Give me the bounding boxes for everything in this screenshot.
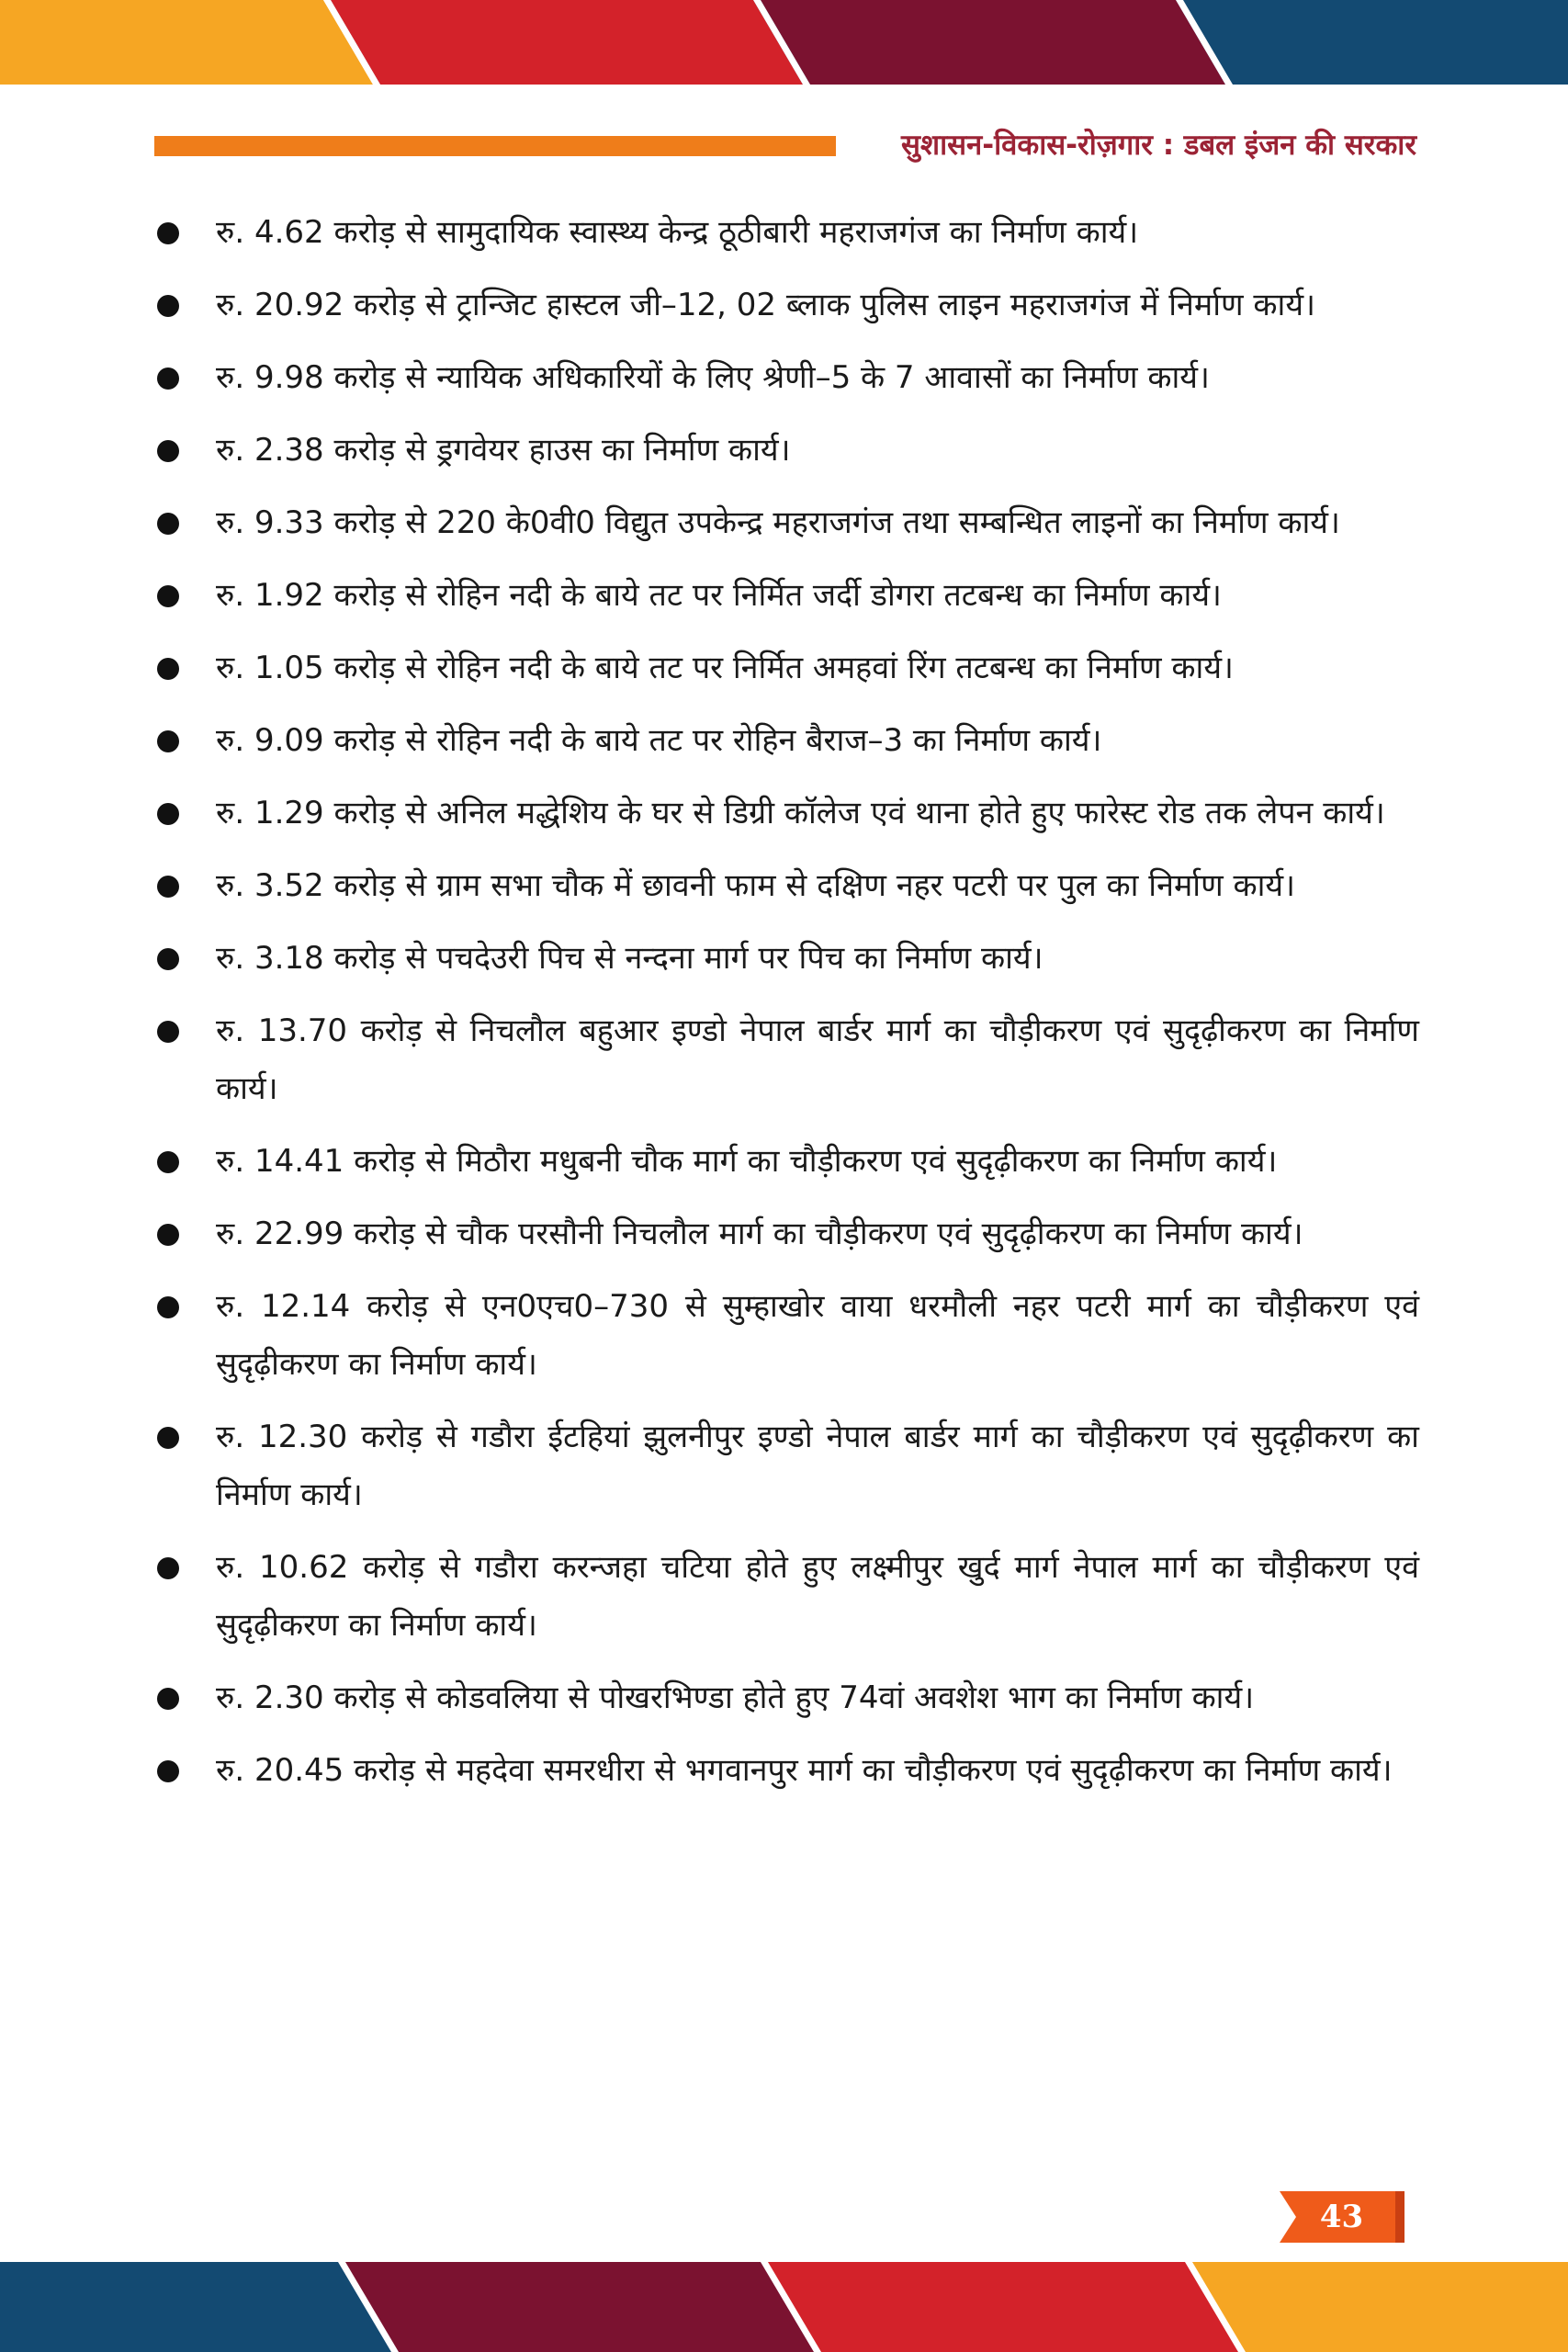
bullet-icon <box>157 1760 179 1782</box>
list-item <box>147 277 1419 334</box>
item-text: रु. 14.41 करोड़ से मिठौरा मधुबनी चौक मार्ग का चौड़ीकरण एवं सुदृढ़ीकरण का निर्माण कार्य। <box>216 1143 1278 1180</box>
project-list <box>147 204 1419 1800</box>
list-item <box>147 930 1419 988</box>
bullet-icon <box>157 658 179 680</box>
list-item <box>147 204 1419 262</box>
item-text: रु. 9.98 करोड़ से न्यायिक अधिकारियों के लिए श्रेणी–5 के 7 आवासों का निर्माण कार्य। <box>216 359 1210 396</box>
bullet-icon <box>157 1427 179 1449</box>
bottom-decorative-band <box>0 2262 1568 2352</box>
list-item <box>147 1133 1419 1191</box>
item-text: रु. 2.30 करोड़ से कोडवलिया से पोखरभिण्डा होते हुए 74वां अवशेश भाग का निर्माण कार्य। <box>216 1679 1255 1716</box>
item-text: रु. 12.14 करोड़ से एन0एच0–730 से सुम्हाखोर वाया धरमौली नहर पटरी मार्ग का चौड़ीकरण एवं सुदृढ़ीकरण का निर्माण कार्य। <box>216 1288 1419 1383</box>
list-item <box>147 422 1419 480</box>
item-text: रु. 9.09 करोड़ से रोहिन नदी के बाये तट पर रोहिन बैराज–3 का निर्माण कार्य। <box>216 722 1102 759</box>
bullet-icon <box>157 948 179 970</box>
list-item <box>147 1278 1419 1394</box>
list-item <box>147 639 1419 697</box>
list-item <box>147 1408 1419 1524</box>
bullet-icon <box>157 440 179 462</box>
item-text: रु. 4.62 करोड़ से सामुदायिक स्वास्थ्य केन्द्र ठूठीबारी महराजगंज का निर्माण कार्य। <box>216 214 1139 251</box>
bullet-icon <box>157 368 179 390</box>
item-text: रु. 1.05 करोड़ से रोहिन नदी के बाये तट पर निर्मित अमहवां रिंग तटबन्ध का निर्माण कार्य। <box>216 650 1234 686</box>
list-item <box>147 1742 1419 1800</box>
item-text: रु. 2.38 करोड़ से ड्रगवेयर हाउस का निर्माण कार्य। <box>216 432 791 469</box>
header-rule <box>154 136 836 156</box>
item-text: रु. 3.18 करोड़ से पचदेउरी पिच से नन्दना मार्ग पर पिच का निर्माण कार्य। <box>216 940 1043 977</box>
list-item <box>147 567 1419 625</box>
item-text: रु. 22.99 करोड़ से चौक परसौनी निचलौल मार्ग का चौड़ीकरण एवं सुदृढ़ीकरण का निर्माण कार्य। <box>216 1216 1303 1252</box>
page-number: 43 <box>1319 2199 1364 2235</box>
bullet-icon <box>157 585 179 607</box>
item-text: रु. 13.70 करोड़ से निचलौल बहुआर इण्डो नेपाल बार्डर मार्ग का चौड़ीकरण एवं सुदृढ़ीकरण का निर्माण कार्य। <box>216 1012 1419 1107</box>
list-item <box>147 712 1419 770</box>
list-item <box>147 1002 1419 1118</box>
item-text: रु. 20.45 करोड़ से महदेवा समरधीरा से भगवानपुर मार्ग का चौड़ीकरण एवं सुदृढ़ीकरण का निर्माण कार्य। <box>216 1752 1393 1789</box>
item-text: रु. 9.33 करोड़ से 220 के0वी0 विद्युत उपकेन्द्र महराजगंज तथा सम्बन्धित लाइनों का निर्माण कार्य। <box>216 504 1340 541</box>
list-item <box>147 785 1419 842</box>
bullet-icon <box>157 295 179 317</box>
bullet-icon <box>157 803 179 825</box>
bullet-icon <box>157 222 179 244</box>
list-item <box>147 1539 1419 1655</box>
list-item <box>147 1205 1419 1263</box>
bullet-icon <box>157 876 179 898</box>
bullet-icon <box>157 730 179 752</box>
item-text: रु. 20.92 करोड़ से ट्रान्जिट हास्टल जी–12, 02 ब्लाक पुलिस लाइन महराजगंज में निर्माण कार्य। <box>216 287 1315 323</box>
item-text: रु. 1.29 करोड़ से अनिल मद्धेशिय के घर से डिग्री कॉलेज एवं थाना होते हुए फारेस्ट रोड तक लेपन कार्य। <box>216 795 1385 831</box>
bullet-icon <box>157 1224 179 1246</box>
list-item <box>147 349 1419 407</box>
bullet-icon <box>157 513 179 535</box>
list-item <box>147 1669 1419 1727</box>
item-text: रु. 10.62 करोड़ से गडौरा करन्जहा चटिया होते हुए लक्ष्मीपुर खुर्द मार्ग नेपाल मार्ग का चौड़ीकरण एवं सुदृढ़ीकरण का निर्माण कार्य। <box>216 1549 1419 1644</box>
bullet-icon <box>157 1151 179 1173</box>
bullet-icon <box>157 1688 179 1710</box>
header-title: सुशासन-विकास-रोज़गार : डबल इंजन की सरकार <box>901 129 1416 162</box>
item-text: रु. 1.92 करोड़ से रोहिन नदी के बाये तट पर निर्मित जर्दी डोगरा तटबन्ध का निर्माण कार्य। <box>216 577 1222 614</box>
item-text: रु. 12.30 करोड़ से गडौरा ईटहियां झुलनीपुर इण्डो नेपाल बार्डर मार्ग का चौड़ीकरण एवं सुदृढ़ीकरण का निर्माण कार्य। <box>216 1419 1419 1513</box>
page-number-badge <box>1280 2191 1408 2243</box>
item-text: रु. 3.52 करोड़ से ग्राम सभा चौक में छावनी फाम से दक्षिण नहर पटरी पर पुल का निर्माण कार्य। <box>216 867 1296 904</box>
bullet-icon <box>157 1557 179 1579</box>
bullet-icon <box>157 1296 179 1318</box>
bullet-icon <box>157 1021 179 1043</box>
list-item <box>147 857 1419 915</box>
top-decorative-band <box>0 0 1568 85</box>
list-item <box>147 494 1419 552</box>
